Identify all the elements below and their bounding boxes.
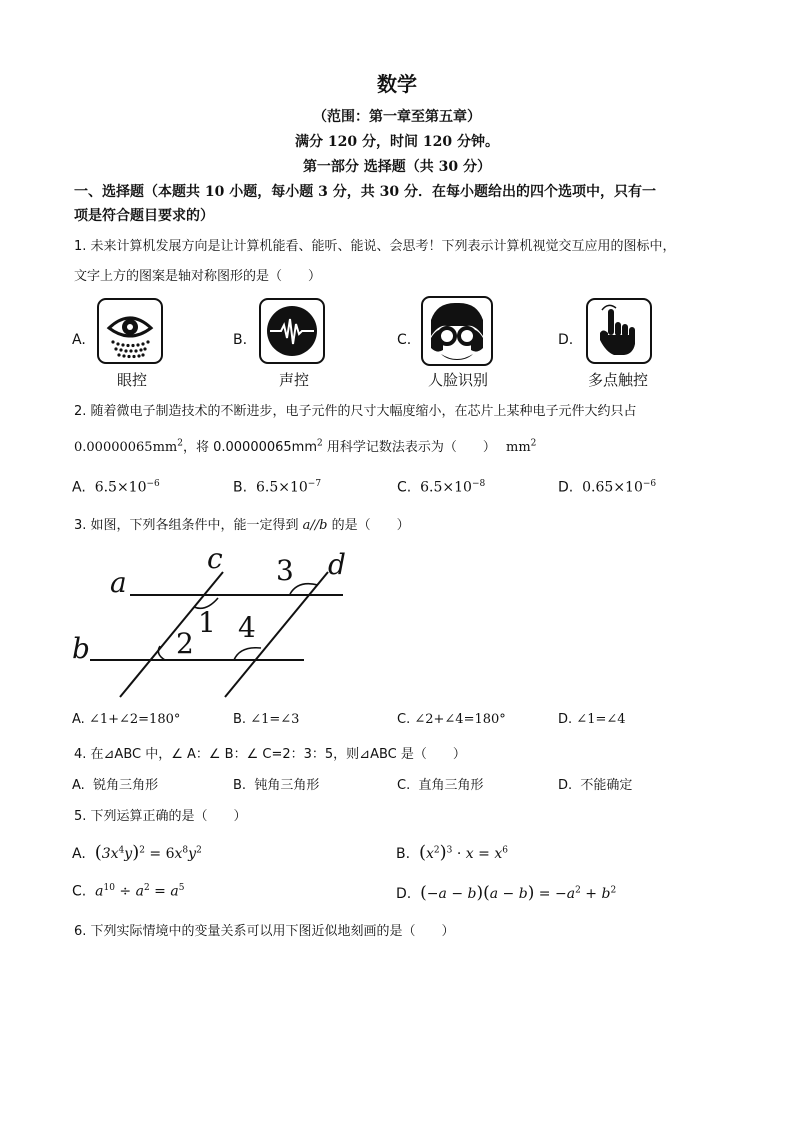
label-angle-4: 4 — [238, 611, 256, 644]
label-angle-1: 1 — [198, 606, 216, 639]
page-title: 数学 — [377, 72, 417, 96]
q4-option-c[interactable]: C. 直角三角形 — [397, 778, 484, 793]
eye-icon[interactable] — [97, 298, 163, 364]
q4-option-a[interactable]: A. 锐角三角形 — [72, 778, 159, 793]
q1-option-a-letter[interactable]: A. — [72, 332, 86, 348]
pointing-hand-icon[interactable] — [586, 298, 652, 364]
q2-stem-tail: 用科学记数法表示为（ ） — [322, 440, 496, 455]
q3-option-d[interactable]: D. ∠1=∠4 — [558, 712, 626, 727]
q1-option-b-caption: 声控 — [278, 371, 309, 389]
q2-unit-sup: 2 — [530, 438, 537, 449]
section-heading-line1: 一、选择题（本题共 10 小题，每小题 3 分，共 30 分．在每小题给出的四个选项中，只有一 — [74, 184, 656, 200]
q2-stem-line2 — [74, 436, 536, 455]
q1-option-c-letter[interactable]: C. — [397, 332, 412, 348]
part-heading: 第一部分 选择题（共 30 分） — [302, 159, 492, 175]
label-a: a — [110, 566, 127, 599]
q5-stem: 5. 下列运算正确的是（ ） — [74, 809, 247, 824]
q3-stem-relation: a//b — [302, 518, 328, 533]
q4-stem: 4. 在⊿ABC 中，∠ A：∠ B：∠ C=2：3：5，则⊿ABC 是（ ） — [74, 747, 466, 762]
exam-scope: （范围：第一章至第五章） — [313, 109, 481, 125]
section-heading-line2: 项是符合题目要求的） — [74, 208, 214, 224]
exam-score-time: 满分 120 分，时间 120 分钟。 — [295, 134, 499, 150]
q1-stem-line1: 1. 未来计算机发展方向是让计算机能看、能听、能说、会思考！下列表示计算机视觉交互应用的图标中， — [74, 239, 676, 254]
q2-value-1: 0.00000065mm — [74, 440, 178, 455]
label-angle-2: 2 — [176, 627, 194, 660]
q2-stem-mid: ，将 0.00000065mm — [182, 440, 317, 455]
label-angle-3: 3 — [276, 554, 294, 587]
q2-sup-1: 2 — [177, 438, 183, 449]
q2-sup-2: 2 — [317, 438, 323, 449]
q5-option-a[interactable]: A. $(3x^4y)^2 = 6x^8y^2$ — [72, 842, 202, 863]
q6-stem: 6. 下列实际情境中的变量关系可以用下图近似地刻画的是（ ） — [74, 924, 455, 939]
label-c: c — [207, 542, 223, 575]
q2-option-d[interactable]: D. $0.65\times 10^{-6}$ — [558, 479, 657, 496]
q2-option-b[interactable]: B. $6.5\times 10^{-7}$ — [233, 479, 322, 496]
q5-option-b[interactable]: B. $(x^2)^3 \cdot x = x^6$ — [396, 842, 508, 863]
label-d: d — [328, 548, 346, 581]
q1-option-d-caption: 多点触控 — [587, 371, 648, 389]
q3-option-a[interactable]: A. ∠1+∠2=180° — [72, 712, 181, 727]
q2-stem-line1: 2. 随着微电子制造技术的不断进步，电子元件的尺寸大幅度缩小，在芯片上某种电子元件大约只占 — [74, 404, 637, 419]
face-icon[interactable] — [421, 296, 493, 366]
q4-option-d[interactable]: D. 不能确定 — [558, 778, 633, 793]
label-b: b — [72, 632, 90, 665]
q2-option-a[interactable]: A. $6.5\times 10^{-6}$ — [72, 479, 160, 496]
q2-option-c[interactable]: C. $6.5\times 10^{-8}$ — [397, 479, 486, 496]
q1-stem-line2: 文字上方的图案是轴对称图形的是（ ） — [74, 269, 322, 284]
q3-option-c[interactable]: C. ∠2+∠4=180° — [397, 712, 506, 727]
q5-option-c[interactable]: C. $a^{10} \div a^2 = a^5$ — [72, 883, 185, 900]
q1-option-a-caption: 眼控 — [116, 371, 147, 389]
q1-option-b-letter[interactable]: B. — [233, 332, 248, 348]
q1-option-c-caption: 人脸识别 — [427, 371, 488, 389]
q2-unit: mm — [506, 440, 531, 455]
q1-option-d-letter[interactable]: D. — [558, 332, 574, 348]
q5-option-d[interactable]: D. $(-a - b)(a - b) = -a^2 + b^2$ — [396, 883, 617, 903]
q3-option-b[interactable]: B. ∠1=∠3 — [233, 712, 300, 727]
q4-option-b[interactable]: B. 钝角三角形 — [233, 778, 320, 793]
sound-wave-icon[interactable] — [259, 298, 325, 364]
angle-2-arc — [158, 646, 165, 660]
q3-stem: 3. 如图，下列各组条件中，能一定得到 a//b 的是（ ） — [74, 518, 410, 533]
